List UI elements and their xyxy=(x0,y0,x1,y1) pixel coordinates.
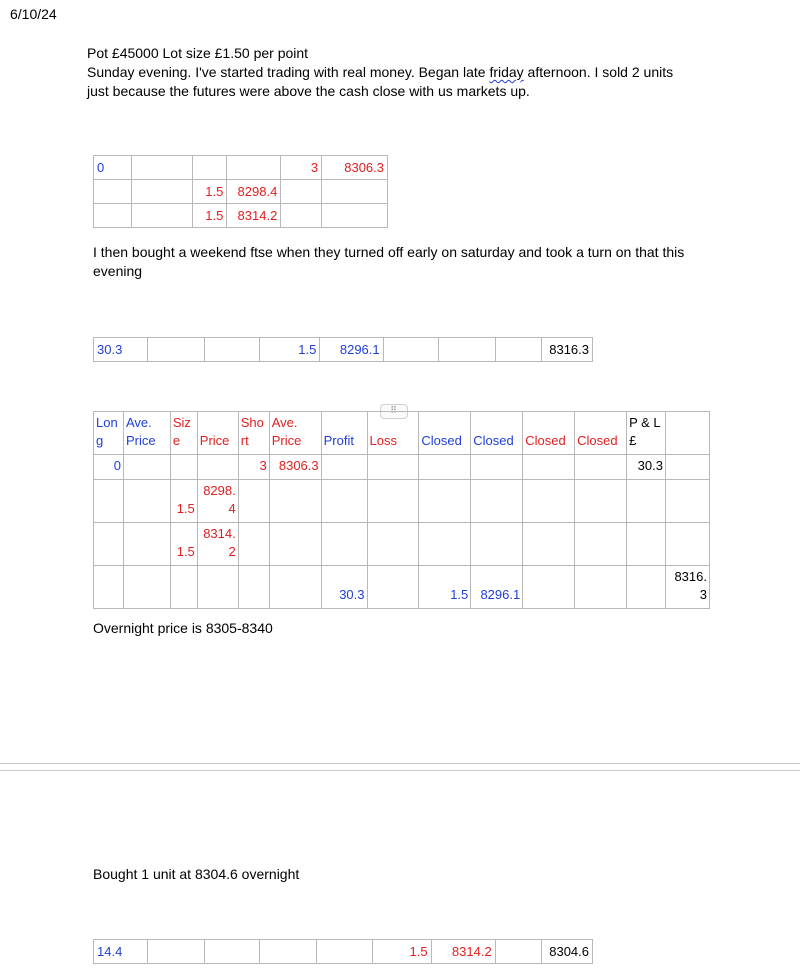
table-cell[interactable] xyxy=(94,566,124,609)
header-closed-3[interactable] xyxy=(523,412,575,455)
table-row xyxy=(94,204,388,228)
cell-text: 8298. xyxy=(203,483,236,498)
table-cell[interactable] xyxy=(471,523,523,566)
table-cell[interactable]: 3 xyxy=(238,455,269,480)
table-cell[interactable] xyxy=(131,156,193,180)
spelling-flag-word[interactable]: friday xyxy=(489,64,524,80)
table-cell[interactable] xyxy=(238,523,269,566)
table-cell[interactable] xyxy=(281,180,322,204)
header-profit[interactable] xyxy=(321,412,367,455)
table-cell[interactable]: 1.5 xyxy=(170,480,197,523)
intro-line-2 xyxy=(87,63,673,82)
table-cell[interactable] xyxy=(238,480,269,523)
table-cell[interactable] xyxy=(419,455,471,480)
header-text: Ave. xyxy=(271,415,298,430)
table-cell[interactable] xyxy=(197,566,238,609)
table-cell[interactable] xyxy=(575,523,627,566)
table-cell[interactable] xyxy=(269,566,321,609)
table-cell[interactable]: 1.5 xyxy=(373,940,432,964)
header-text: Closed xyxy=(421,433,462,448)
header-text: Loss xyxy=(369,433,397,448)
table-cell[interactable] xyxy=(523,566,575,609)
table-cell[interactable]: 8314.2 xyxy=(227,204,281,228)
table-cell[interactable] xyxy=(367,566,419,609)
table-cell[interactable] xyxy=(94,180,132,204)
table-row xyxy=(94,455,710,480)
trades-table-1 xyxy=(93,155,388,228)
table-cell[interactable] xyxy=(170,455,197,480)
cell-text: 3 xyxy=(699,587,707,602)
table-cell[interactable]: 1.5 xyxy=(193,180,227,204)
header-extra[interactable] xyxy=(665,412,709,455)
table-cell[interactable] xyxy=(419,480,471,523)
table-row xyxy=(94,338,593,362)
bought-text: Bought 1 unit at 8304.6 overnight xyxy=(93,866,300,882)
table-cell[interactable]: 1.5 xyxy=(193,204,227,228)
trades-table-4 xyxy=(93,939,593,964)
table-cell[interactable] xyxy=(94,480,124,523)
cell-text: 8316. xyxy=(674,569,707,584)
header-text: g xyxy=(96,433,104,448)
table-cell[interactable] xyxy=(131,204,193,228)
table-cell[interactable] xyxy=(317,940,373,964)
header-text: £ xyxy=(629,433,637,448)
header-closed-4[interactable] xyxy=(575,412,627,455)
table-cell[interactable] xyxy=(123,523,170,566)
table-cell[interactable]: 1.5 xyxy=(419,566,471,609)
table-cell[interactable] xyxy=(367,455,419,480)
table-cell[interactable] xyxy=(627,523,666,566)
table-cell[interactable] xyxy=(495,940,541,964)
table-cell[interactable]: 30.3 xyxy=(321,566,367,609)
header-closed-1[interactable] xyxy=(419,412,471,455)
table-cell[interactable]: 30.3 xyxy=(627,455,666,480)
table-cell[interactable] xyxy=(123,455,170,480)
weekend-line-2: evening xyxy=(93,263,143,279)
header-price[interactable] xyxy=(197,412,238,455)
header-text: Closed xyxy=(525,433,566,448)
intro-line-2-end: afternoon. I sold 2 units xyxy=(523,64,674,80)
table-cell[interactable]: 8298.4 xyxy=(227,180,281,204)
table-cell[interactable] xyxy=(495,338,541,362)
table-cell[interactable] xyxy=(627,480,666,523)
intro-line-1: Pot £45000 Lot size £1.50 per point xyxy=(87,45,309,61)
table-cell[interactable] xyxy=(471,455,523,480)
page-break-line xyxy=(0,763,800,764)
header-text: Closed xyxy=(473,433,514,448)
header-ave-price-short[interactable] xyxy=(269,412,321,455)
header-text: Lon xyxy=(96,415,118,430)
intro-line-3: just because the futures were above the cash close with us markets up. xyxy=(87,83,530,99)
header-text: Price xyxy=(199,433,230,448)
table-cell[interactable]: 8296.1 xyxy=(320,338,383,362)
table-row xyxy=(94,480,710,523)
table-cell[interactable]: 8306.3 xyxy=(322,156,388,180)
date-heading: 6/10/24 xyxy=(10,6,57,22)
table-cell[interactable] xyxy=(197,480,238,523)
table-cell[interactable] xyxy=(322,180,388,204)
intro-paragraph xyxy=(87,44,673,101)
table-cell[interactable] xyxy=(281,204,322,228)
table-cell[interactable] xyxy=(665,523,709,566)
table-cell[interactable] xyxy=(321,455,367,480)
table-row xyxy=(94,566,710,609)
table-row xyxy=(94,940,593,964)
header-text: Closed xyxy=(577,433,618,448)
header-loss[interactable] xyxy=(367,412,419,455)
trades-table-2 xyxy=(93,337,593,362)
table-cell[interactable] xyxy=(238,566,269,609)
table-cell[interactable]: 30.3 xyxy=(94,338,148,362)
table-cell[interactable] xyxy=(367,523,419,566)
table-cell[interactable]: 8304.6 xyxy=(541,940,592,964)
table-row xyxy=(94,180,388,204)
table-cell[interactable]: 1.5 xyxy=(260,338,320,362)
table-cell[interactable] xyxy=(227,156,281,180)
table-cell[interactable]: 14.4 xyxy=(94,940,148,964)
table-cell[interactable] xyxy=(321,523,367,566)
header-ave-price[interactable] xyxy=(123,412,170,455)
header-short[interactable] xyxy=(238,412,269,455)
table-cell[interactable] xyxy=(193,156,227,180)
header-text: P & L xyxy=(629,415,661,430)
table-cell[interactable]: 3 xyxy=(281,156,322,180)
table-row xyxy=(94,156,388,180)
header-size[interactable] xyxy=(170,412,197,455)
table-cell[interactable]: 0 xyxy=(94,455,124,480)
table-cell[interactable] xyxy=(419,523,471,566)
table-cell[interactable] xyxy=(438,338,495,362)
intro-line-2-start: Sunday evening. I've started trading with real money. Began late xyxy=(87,64,490,80)
table-cell[interactable] xyxy=(204,940,259,964)
table-cell[interactable] xyxy=(575,480,627,523)
table-cell[interactable] xyxy=(665,480,709,523)
table-cell[interactable] xyxy=(367,480,419,523)
table-cell[interactable] xyxy=(523,455,575,480)
overnight-text: Overnight price is 8305-8340 xyxy=(93,620,273,636)
table-cell[interactable] xyxy=(575,455,627,480)
cell-text: 8314. xyxy=(203,526,236,541)
header-text: Profit xyxy=(323,433,354,448)
table-row xyxy=(94,523,710,566)
header-long[interactable] xyxy=(94,412,124,455)
header-text: rt xyxy=(240,433,249,448)
header-text: Siz xyxy=(172,415,191,430)
table-cell[interactable] xyxy=(523,523,575,566)
table-drag-handle[interactable]: ⠿ xyxy=(380,404,408,419)
table-cell[interactable] xyxy=(627,566,666,609)
trades-table-3 xyxy=(93,411,710,609)
table-cell[interactable] xyxy=(123,566,170,609)
header-text: e xyxy=(172,433,181,448)
table-cell[interactable] xyxy=(148,940,205,964)
page-break-line xyxy=(0,770,800,771)
table-cell[interactable] xyxy=(131,180,193,204)
table-cell[interactable]: 8306.3 xyxy=(269,455,321,480)
table-cell[interactable] xyxy=(197,455,238,480)
table-cell[interactable] xyxy=(665,566,709,609)
table-cell[interactable] xyxy=(170,566,197,609)
table-cell[interactable] xyxy=(665,455,709,480)
header-closed-2[interactable] xyxy=(471,412,523,455)
table-header-row xyxy=(94,412,710,455)
table-cell[interactable]: 1.5 xyxy=(170,523,197,566)
table-cell[interactable] xyxy=(322,204,388,228)
table-cell[interactable]: 0 xyxy=(94,156,132,180)
table-cell[interactable] xyxy=(148,338,205,362)
header-text: Sho xyxy=(240,415,264,430)
cell-text: 2 xyxy=(228,544,236,559)
table-cell[interactable] xyxy=(575,566,627,609)
table-cell[interactable] xyxy=(269,523,321,566)
table-cell[interactable] xyxy=(123,480,170,523)
cell-text: 4 xyxy=(228,501,236,516)
table-cell[interactable]: 8316.3 xyxy=(541,338,592,362)
weekend-paragraph xyxy=(93,243,684,281)
header-text: Ave. xyxy=(125,415,152,430)
table-cell[interactable] xyxy=(471,480,523,523)
table-cell[interactable] xyxy=(197,523,238,566)
table-cell[interactable] xyxy=(204,338,259,362)
table-cell[interactable] xyxy=(260,940,317,964)
table-cell[interactable] xyxy=(523,480,575,523)
table-cell[interactable] xyxy=(383,338,438,362)
table-cell[interactable] xyxy=(269,480,321,523)
table-cell[interactable] xyxy=(94,204,132,228)
header-pnl[interactable] xyxy=(627,412,666,455)
header-text: Price xyxy=(271,433,302,448)
table-cell[interactable]: 8314.2 xyxy=(431,940,495,964)
table-cell[interactable] xyxy=(321,480,367,523)
table-cell[interactable]: 8296.1 xyxy=(471,566,523,609)
header-text: Price xyxy=(125,433,156,448)
table-cell[interactable] xyxy=(94,523,124,566)
weekend-line-1: I then bought a weekend ftse when they turned off early on saturday and took a turn on that this xyxy=(93,244,685,260)
